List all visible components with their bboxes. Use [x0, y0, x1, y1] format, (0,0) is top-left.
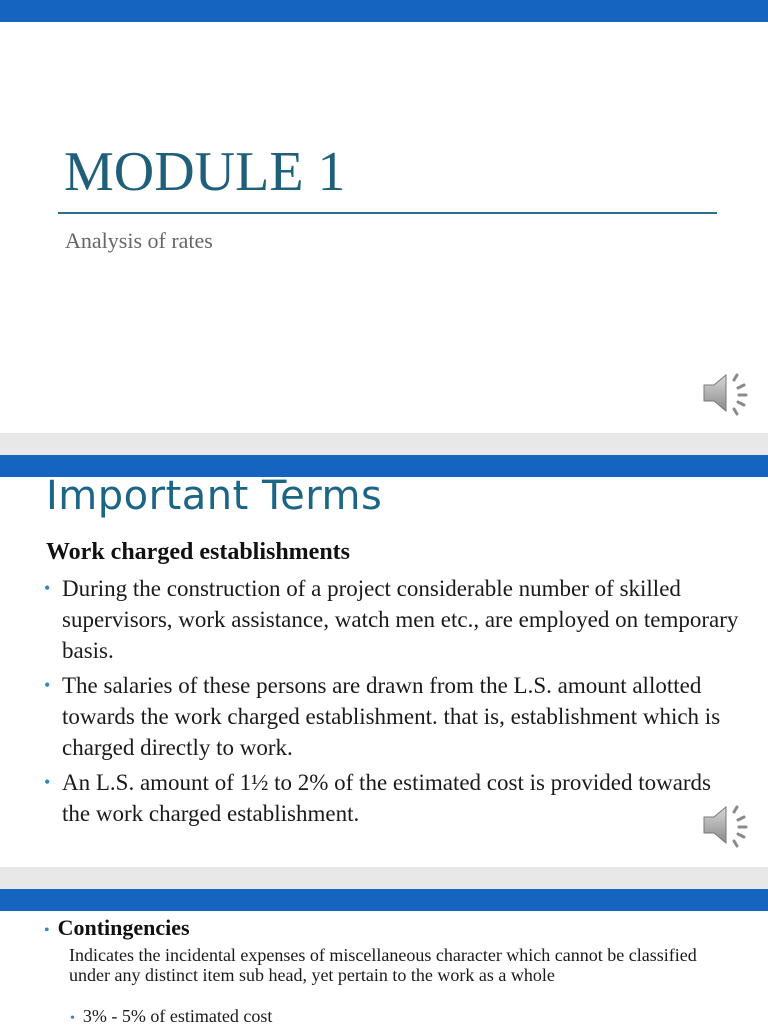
- slide-title: MODULE 1: [64, 141, 346, 203]
- speaker-icon[interactable]: [700, 800, 752, 850]
- slide-top-bar: [0, 889, 768, 911]
- section-subheading: Work charged establishments: [46, 539, 351, 565]
- slide-1: [0, 0, 768, 433]
- slide-3: [0, 889, 768, 1029]
- bullet-dot-icon: •: [44, 772, 51, 792]
- title-divider: [58, 212, 717, 214]
- slide-subtitle: Analysis of rates: [65, 228, 213, 253]
- bullet-dot-icon: •: [70, 1011, 75, 1026]
- section-description: Indicates the incidental expenses of miscellaneous character which cannot be classified under any distinct item sub head, yet pertain to the work as a whole: [69, 945, 697, 985]
- list-item: • The salaries of these persons are drawn from the L.S. amount allotted towards the work charged establishment. that is, establishment which is charged directly to work.: [44, 670, 744, 763]
- slide-top-bar: [0, 0, 768, 22]
- slide-2: [0, 455, 768, 867]
- speaker-icon[interactable]: [700, 368, 752, 418]
- bullet-dot-icon: •: [44, 578, 51, 598]
- list-item: • An L.S. amount of 1½ to 2% of the estimated cost is provided towards the work charged establishment.: [44, 767, 744, 829]
- list-item: • During the construction of a project considerable number of skilled supervisors, work assistance, watch men etc., are employed on temporary basis.: [44, 573, 744, 666]
- section-bullet: • Contingencies: [44, 915, 190, 940]
- bullet-dot-icon: •: [44, 675, 51, 695]
- bullet-dot-icon: •: [44, 922, 50, 939]
- bullet-list: [44, 573, 744, 833]
- sub-bullet: • 3% - 5% of estimated cost: [70, 1006, 273, 1026]
- slide-heading: Important Terms: [46, 473, 383, 519]
